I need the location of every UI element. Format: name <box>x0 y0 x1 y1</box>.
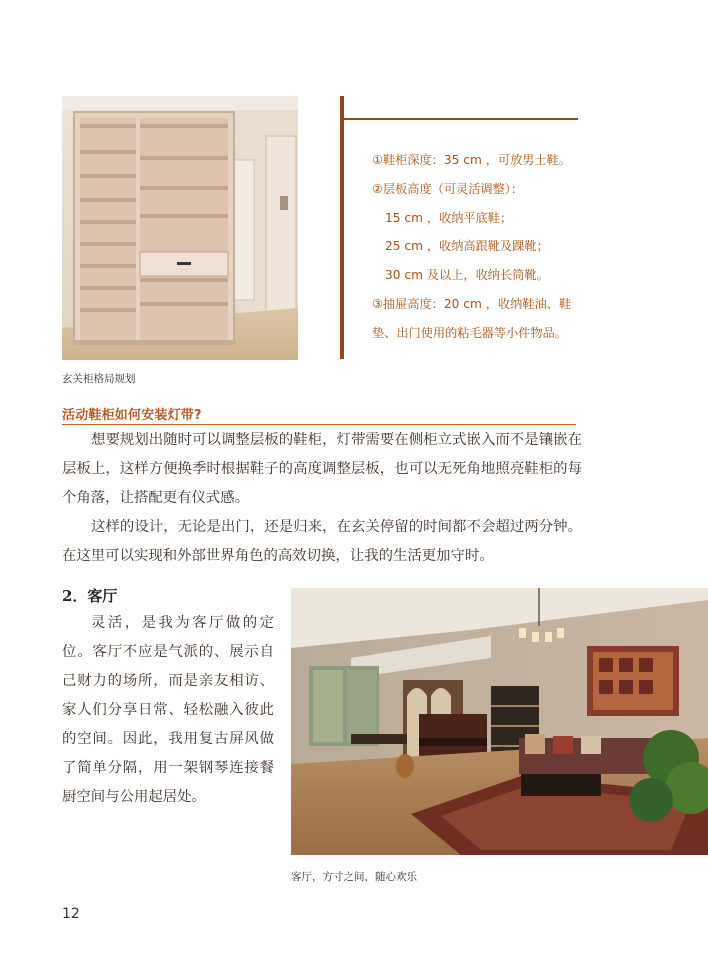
page-number: 12 <box>62 906 80 922</box>
top-photo-caption: 玄关柜格局规划 <box>62 373 136 385</box>
section-title: 2．客厅 <box>62 587 118 605</box>
living-room-paragraph: 灵活，是我为客厅做的定位。客厅不应是气派的、展示自己财力的场所，而是亲友相访、家人们分享日常、轻松融入彼此的空间。因此，我用复古屏风做了简单分隔，用一架钢琴连接餐厨空间与公用起居处。 <box>62 615 274 805</box>
tips-box <box>372 146 612 348</box>
tip-line: 30 cm 及以上，收纳长筒靴。 <box>385 268 549 283</box>
faq-heading-underline <box>62 424 576 425</box>
tip-line: ③抽屉高度：20 cm ，收纳鞋油、鞋 <box>372 296 572 311</box>
faq-body <box>62 426 582 571</box>
tip-line: ②层板高度（可灵活调整）： <box>372 181 524 196</box>
sidebar-rule-horizontal <box>344 118 578 120</box>
faq-paragraph: 想要规划出随时可以调整层板的鞋柜，灯带需要在侧柜立式嵌入而不是镶嵌在层板上，这样方便换季时根据鞋子的高度调整层板，也可以无死角地照亮鞋柜的每个角落，让搭配更有仪式感。 <box>62 432 582 506</box>
tip-line: 15 cm ，收纳平底鞋； <box>385 210 513 225</box>
living-room-photo <box>291 588 708 855</box>
sidebar-rule-vertical <box>340 96 344 359</box>
faq-heading: 活动鞋柜如何安装灯带? <box>62 408 202 423</box>
living-photo-caption: 客厅，方寸之间，随心欢乐 <box>291 871 417 883</box>
shoe-cabinet-photo <box>62 96 298 360</box>
faq-paragraph: 这样的设计，无论是出门，还是归来，在玄关停留的时间都不会超过两分钟。在这里可以实现和外部世界角色的高效切换，让我的生活更加守时。 <box>62 519 582 564</box>
tip-line: 25 cm ，收纳高跟靴及踝靴； <box>385 239 549 254</box>
tip-line: ①鞋柜深度：35 cm ，可放男士鞋。 <box>372 153 572 167</box>
shoe-cabinet-illustration <box>62 96 298 360</box>
tip-line: 垫、出门使用的粘毛器等小件物品。 <box>372 325 567 340</box>
living-room-illustration <box>291 588 708 855</box>
